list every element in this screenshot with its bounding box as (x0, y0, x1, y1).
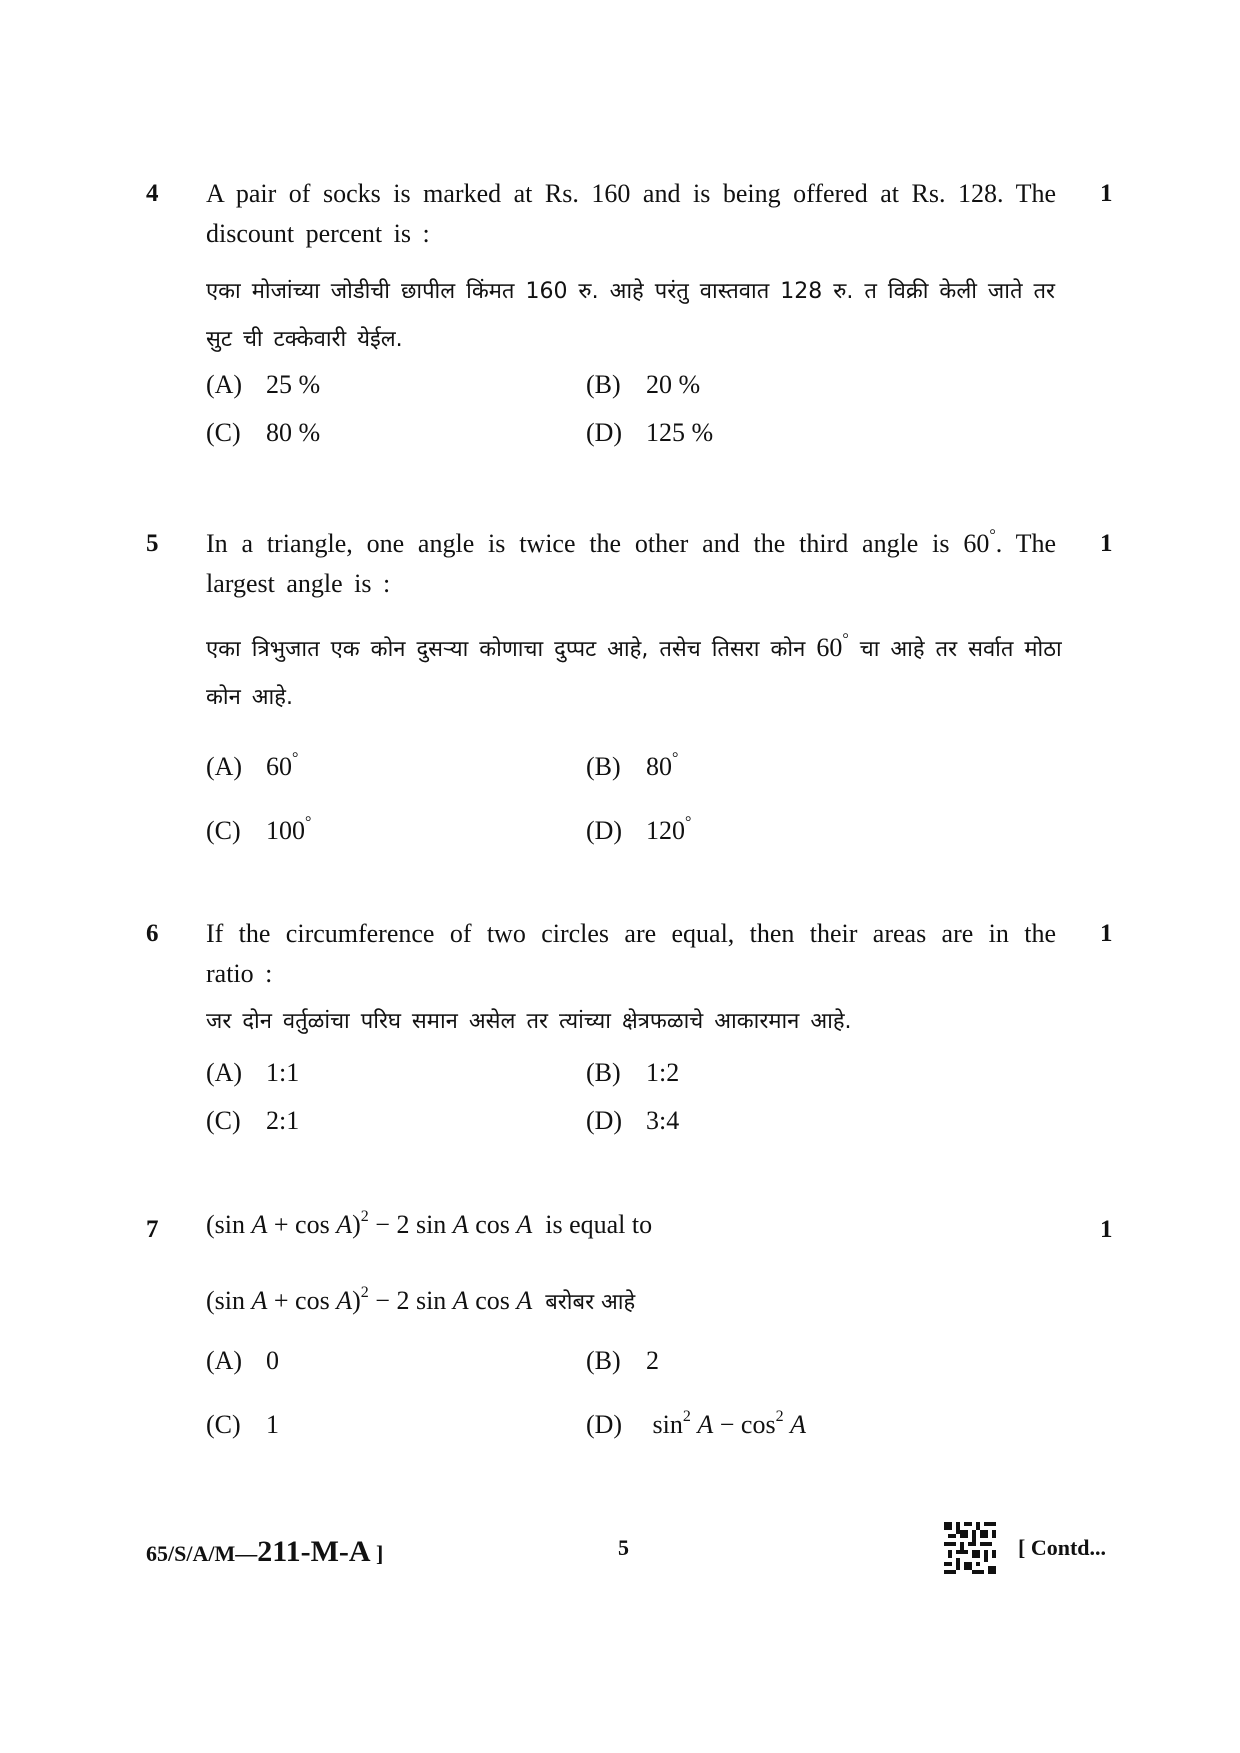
option-a: (A) 25 % (206, 370, 321, 399)
expression: (sin A + cos A)$^2$ − 2 sin A cos A (206, 1208, 533, 1239)
option-d: (D) $\sin^2 A - \cos^2 A$ (586, 1408, 806, 1439)
option-b: (B) 20 % (586, 370, 701, 399)
question-text-marathi: एका मोजांच्या जोडीची छापील किंमत 160 रु. आहे परंतु वास्तवात 128 रु. त विक्री केली जाते तर सुट ची टक्केवारी येईल. (206, 279, 1056, 352)
question-text-english: A pair of socks is marked at Rs. 160 and is being offered at Rs. 128. The discount percent is : (206, 179, 1056, 248)
option-d: (D) 120° (586, 814, 692, 845)
question-text-marathi: एका त्रिभुजात एक कोन दुसऱ्या कोणाचा दुप्पट आहे, तसेच तिसरा कोन 60° चा आहे तर सर्वात मोठा कोन आहे. (206, 631, 1062, 710)
question-marks: 1 (1100, 1216, 1113, 1243)
question-number: 7 (146, 1216, 159, 1243)
question-text-english: In a triangle, one angle is twice the other and the third angle is 60°. The largest angle is : (206, 527, 1057, 598)
option-a: (A) 0 (206, 1346, 279, 1375)
option-a: (A) 60° (206, 750, 299, 781)
option-c: (C) 100° (206, 814, 312, 845)
expression: (sin A + cos A)$^2$ − 2 sin A cos A (206, 1284, 533, 1315)
option-b: (B) 1:2 (586, 1058, 680, 1087)
question-number: 5 (146, 530, 159, 557)
question-number: 4 (146, 180, 159, 207)
continued-label: [ Contd... (1018, 1535, 1107, 1560)
question-text-english: (sin A + cos A)$^2$ − 2 sin A cos A is equal to (206, 1208, 653, 1239)
option-c: (C) 1 (206, 1410, 279, 1439)
question-number: 6 (146, 920, 159, 947)
question-marks: 1 (1100, 180, 1113, 207)
option-c: (C) 80 % (206, 418, 321, 447)
qr-code-icon (944, 1522, 996, 1574)
question-text-english: If the circumference of two circles are equal, then their areas are in the ratio : (206, 919, 1056, 988)
paper-code: 65/S/A/M—211-M-A ] (146, 1535, 384, 1568)
option-b: (B) 2 (586, 1346, 659, 1375)
question-text-marathi: (sin A + cos A)$^2$ − 2 sin A cos A बरोबर आहे (206, 1284, 636, 1315)
question-marks: 1 (1100, 530, 1113, 557)
option-a: (A) 1:1 (206, 1058, 300, 1087)
question-marks: 1 (1100, 920, 1113, 947)
option-c: (C) 2:1 (206, 1106, 300, 1135)
question-text-marathi: जर दोन वर्तुळांचा परिघ समान असेल तर त्यांच्या क्षेत्रफळाचे आकारमान आहे. (206, 1009, 852, 1034)
option-d: (D) 125 % (586, 418, 714, 447)
option-d: (D) 3:4 (586, 1106, 680, 1135)
option-b: (B) 80° (586, 750, 679, 781)
page-number: 5 (618, 1535, 629, 1560)
